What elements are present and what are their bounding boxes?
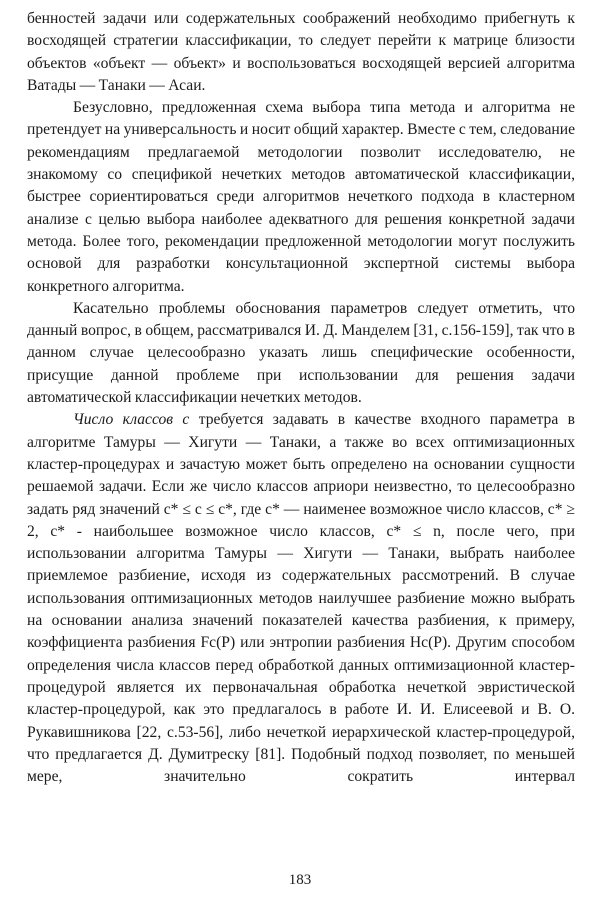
italic-lead: Число классов c [73, 411, 190, 429]
paragraph-4-text: требуется задавать в качестве входного параметра в алгоритме Тамуры — Хигути — Танаки, а также во всех оптимизационных кластер-процедурах и зачастую может быть определено на основании сущности решаемой задачи. Если же число классов априори неизвестно, то целесообразно задать ряд значений c* ≤ c ≤ c*, где c* — наименее возможное число классов, c* ≥ 2, c* - наибольшее возможное число классов, c* ≤ n, после чего, при использовании алгоритма Тамуры — Хигути — Танаки, выбрать наиболее приемлемое разбиение, исходя из содержательных рассмотрений. В случае использования оптимизационных методов наилучшее разбиение можно выбрать на основании анализа значений показателей качества разбиения, к примеру, коэффициента разбиения Fc(P) или энтропии разбиения Hc(P). Другим способом определения числа классов перед обработкой данных оптимизационной кластер-процедурой является их первоначальная обработка нечеткой эвристической кластер-процедурой, как это предлагалось в работе И. И. Елисеевой и В. О. Рукавишникова [22, с.53-56], либо нечеткой иерархической кластер-процедурой, что предлагается Д. Думитреску [81]. Подобный подход позволяет, по меньшей мере, значительно сократить интервал [27, 411, 575, 786]
paragraph-3: Касательно проблемы обоснования параметров следует отметить, что данный вопрос, в общем, рассматривался И. Д. Манделем [31, с.156-159], так что в данном случае целесообразно указать лишь специфические особенности, присущие данной проблеме при использовании для решения задачи автоматической классификации нечетких методов. [27, 299, 575, 407]
paragraph-4 [27, 409, 575, 788]
text-body [27, 8, 575, 788]
paragraph-2: Безусловно, предложенная схема выбора типа метода и алгоритма не претендует на универсальность и носит общий характер. Вместе с тем, следование рекомендациям предлагаемой методологии позволит исследователю, не знакомому со спецификой нечетких методов автоматической классификации, быстрее сориентироваться среди алгоритмов нечеткого подхода в кластерном анализе с целью выбора наиболее адекватного для решения конкретной задачи метода. Более того, рекомендации предложенной методологии могут послужить основой для разработки консультационной экспертной системы выбора конкретного алгоритма. [27, 99, 575, 295]
page-number: 183 [288, 872, 312, 888]
paragraph-1: бенностей задачи или содержательных соображений необходимо прибегнуть к восходящей стратегии классификации, то следует перейти к матрице близости объектов «объект — объект» и воспользоваться восходящей версией алгоритма Ватады — Танаки — Асаи. [27, 10, 575, 94]
